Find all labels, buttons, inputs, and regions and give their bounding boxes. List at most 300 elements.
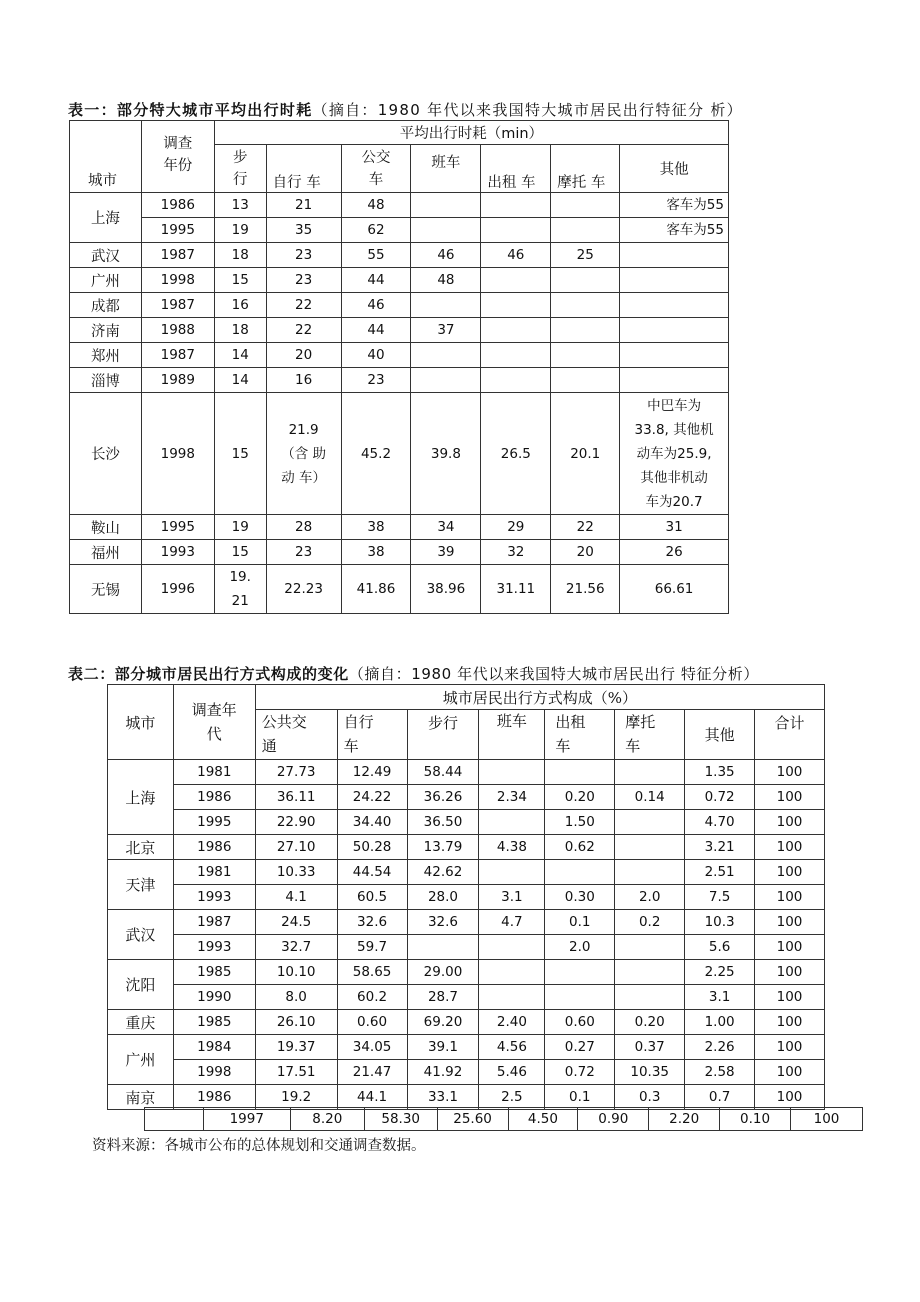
table1-header-taxi: 出租 车 (481, 145, 551, 193)
table1-cell-bus: 23 (341, 368, 411, 393)
table2-cell-bus: 27.73 (255, 760, 337, 785)
table2-cell-walk: 29.00 (407, 960, 479, 985)
table1-cell-bike: 23 (266, 243, 341, 268)
table1-cell-moto: 20 (551, 540, 620, 565)
table-row (108, 985, 825, 1010)
table-row (70, 540, 729, 565)
table1-cell-shuttle (411, 193, 481, 218)
table1-cell-other: 中巴车为 33.8, 其他机 动车为25.9, 其他非机动 车为20.7 (620, 393, 729, 515)
table2-cell-walk: 33.1 (407, 1085, 479, 1110)
table1-cell-moto: 21.56 (551, 565, 620, 614)
table2-cell-total: 100 (755, 760, 825, 785)
table1-header-bus: 公交 车 (341, 145, 411, 193)
table2-cell-bus: 4.1 (255, 885, 337, 910)
table2-cell-taxi: 0.1 (545, 1085, 615, 1110)
table-row (70, 318, 729, 343)
table1-city-cell: 长沙 (70, 393, 142, 515)
table1-cell-shuttle: 34 (411, 515, 481, 540)
table2-city-cell: 广州 (108, 1035, 174, 1085)
table2-city-cell: 天津 (108, 860, 174, 910)
table2-cell-total: 100 (755, 1035, 825, 1060)
table2-cell-shuttle: 3.1 (479, 885, 545, 910)
table2-cell-year: 1985 (173, 960, 255, 985)
table2-cell-shuttle: 5.46 (479, 1060, 545, 1085)
table1-cell-bike: 16 (266, 368, 341, 393)
extra-row-cell: 58.30 (364, 1108, 437, 1131)
table2-cell-total: 100 (755, 835, 825, 860)
table2-cell-taxi: 0.60 (545, 1010, 615, 1035)
table1-cell-taxi: 31.11 (481, 565, 551, 614)
table1-cell-moto (551, 218, 620, 243)
table1-header-other: 其他 (620, 145, 729, 193)
table1-cell-bike: 23 (266, 268, 341, 293)
table1-cell-bike: 35 (266, 218, 341, 243)
table2-cell-other: 4.70 (685, 810, 755, 835)
table2-cell-shuttle: 4.7 (479, 910, 545, 935)
table2-cell-walk: 42.62 (407, 860, 479, 885)
table1-cell-moto (551, 293, 620, 318)
table2-cell-walk: 13.79 (407, 835, 479, 860)
table1-cell-moto (551, 368, 620, 393)
table2-cell-moto (615, 960, 685, 985)
table2-cell-moto: 0.2 (615, 910, 685, 935)
table2-cell-taxi (545, 860, 615, 885)
table2-cell-other: 0.72 (685, 785, 755, 810)
table2-cell-bike: 21.47 (337, 1060, 407, 1085)
table2-extra-row (144, 1107, 863, 1131)
table1-cell-year: 1995 (141, 515, 214, 540)
table1-cell-walk: 15 (214, 540, 266, 565)
table1-cell-year: 1989 (141, 368, 214, 393)
table2-cell-year: 1993 (173, 935, 255, 960)
table2-cell-year: 1986 (173, 785, 255, 810)
table1-city-cell: 淄博 (70, 368, 142, 393)
table1-city-cell: 成都 (70, 293, 142, 318)
table2-cell-other: 10.3 (685, 910, 755, 935)
table1-cell-bus: 38 (341, 540, 411, 565)
table1-cell-walk: 19 (214, 515, 266, 540)
table2-cell-bike: 12.49 (337, 760, 407, 785)
table2-header-year: 调查年 代 (173, 685, 255, 760)
table1-cell-shuttle (411, 368, 481, 393)
table2-city-cell: 上海 (108, 760, 174, 835)
table1-city-cell: 郑州 (70, 343, 142, 368)
table2-cell-moto: 2.0 (615, 885, 685, 910)
table1-cell-bike: 22 (266, 318, 341, 343)
table1-cell-bus: 62 (341, 218, 411, 243)
extra-row-cell: 1997 (203, 1108, 290, 1131)
table2-cell-taxi (545, 760, 615, 785)
table2-cell-moto (615, 985, 685, 1010)
table1-cell-year: 1995 (141, 218, 214, 243)
table1-cell-bus: 46 (341, 293, 411, 318)
table-row (70, 193, 729, 218)
table2-cell-year: 1986 (173, 1085, 255, 1110)
table1-header-city: 城市 (70, 121, 142, 193)
table1-city-cell: 上海 (70, 193, 142, 243)
table1-cell-other: 31 (620, 515, 729, 540)
table2-city-cell: 南京 (108, 1085, 174, 1110)
table-row (70, 218, 729, 243)
table1-cell-taxi: 32 (481, 540, 551, 565)
table2-cell-taxi: 2.0 (545, 935, 615, 960)
table1-cell-walk: 14 (214, 343, 266, 368)
table2-cell-bike: 34.40 (337, 810, 407, 835)
table-row (108, 860, 825, 885)
table2-cell-bike: 58.65 (337, 960, 407, 985)
table1-cell-other (620, 268, 729, 293)
table1-cell-walk: 19 (214, 218, 266, 243)
table2-header-total: 合计 (755, 710, 825, 760)
table1-cell-year: 1987 (141, 293, 214, 318)
table1-cell-shuttle: 37 (411, 318, 481, 343)
table1-cell-walk: 18 (214, 318, 266, 343)
table1-cell-walk: 14 (214, 368, 266, 393)
table2-header-bike: 自行 车 (337, 710, 407, 760)
table1-cell-taxi (481, 368, 551, 393)
table1-cell-bus: 38 (341, 515, 411, 540)
table1-cell-shuttle: 48 (411, 268, 481, 293)
extra-row-cell: 4.50 (508, 1108, 578, 1131)
table2-cell-taxi: 0.1 (545, 910, 615, 935)
table1-cell-moto: 22 (551, 515, 620, 540)
table2-cell-bus: 22.90 (255, 810, 337, 835)
table1-cell-shuttle: 46 (411, 243, 481, 268)
table2-cell-other: 2.58 (685, 1060, 755, 1085)
table2-cell-bike: 34.05 (337, 1035, 407, 1060)
table2-cell-moto: 0.37 (615, 1035, 685, 1060)
table2-cell-total: 100 (755, 1010, 825, 1035)
table2-cell-moto: 0.14 (615, 785, 685, 810)
table2-cell-walk: 69.20 (407, 1010, 479, 1035)
table1-cell-taxi: 46 (481, 243, 551, 268)
table2-cell-total: 100 (755, 785, 825, 810)
table2-cell-shuttle (479, 985, 545, 1010)
table1-cell-bike: 23 (266, 540, 341, 565)
table2-caption (68, 663, 759, 684)
table1-cell-taxi (481, 218, 551, 243)
table1-cell-year: 1988 (141, 318, 214, 343)
table2-cell-year: 1990 (173, 985, 255, 1010)
table2-city-cell: 重庆 (108, 1010, 174, 1035)
table2-cell-other: 0.7 (685, 1085, 755, 1110)
table-row (108, 1010, 825, 1035)
table2-cell-walk (407, 935, 479, 960)
table2-cell-walk: 41.92 (407, 1060, 479, 1085)
table2-header-city: 城市 (108, 685, 174, 760)
table1-header-walk: 步 行 (214, 145, 266, 193)
table2-cell-shuttle: 2.5 (479, 1085, 545, 1110)
extra-row-cell: 0.90 (578, 1108, 649, 1131)
table2-cell-bus: 27.10 (255, 835, 337, 860)
table1-cell-year: 1986 (141, 193, 214, 218)
table2-cell-bike: 60.5 (337, 885, 407, 910)
table2-cell-other: 1.00 (685, 1010, 755, 1035)
table1-cell-year: 1998 (141, 393, 214, 515)
table1-cell-year: 1996 (141, 565, 214, 614)
table2-cell-bike: 59.7 (337, 935, 407, 960)
table2-cell-other: 2.51 (685, 860, 755, 885)
table2-mode-share (107, 684, 825, 1110)
table2-cell-other: 3.1 (685, 985, 755, 1010)
table-row (108, 1060, 825, 1085)
table1-cell-bus: 41.86 (341, 565, 411, 614)
table1-cell-walk: 13 (214, 193, 266, 218)
table1-cell-bus: 45.2 (341, 393, 411, 515)
table1-cell-bike: 22 (266, 293, 341, 318)
table2-cell-taxi: 0.27 (545, 1035, 615, 1060)
table2-cell-taxi: 0.62 (545, 835, 615, 860)
table2-cell-walk: 36.50 (407, 810, 479, 835)
table2-header-shuttle: 班车 (479, 710, 545, 760)
table-row (108, 885, 825, 910)
table1-cell-taxi (481, 193, 551, 218)
table2-cell-total: 100 (755, 985, 825, 1010)
table2-city-cell: 北京 (108, 835, 174, 860)
table-row (70, 565, 729, 614)
table1-cell-shuttle (411, 293, 481, 318)
table2-cell-other: 2.25 (685, 960, 755, 985)
table1-cell-other (620, 368, 729, 393)
table2-cell-shuttle: 4.56 (479, 1035, 545, 1060)
table1-city-cell: 无锡 (70, 565, 142, 614)
table2-cell-total: 100 (755, 1085, 825, 1110)
table1-cell-other: 客车为55 (620, 218, 729, 243)
table2-cell-moto (615, 760, 685, 785)
table-row (108, 810, 825, 835)
table1-cell-moto (551, 343, 620, 368)
table2-header-walk: 步行 (407, 710, 479, 760)
table-row (70, 243, 729, 268)
table1-cell-taxi: 29 (481, 515, 551, 540)
table1-cell-taxi (481, 318, 551, 343)
table2-city-cell: 沈阳 (108, 960, 174, 1010)
table1-cell-taxi (481, 343, 551, 368)
table2-cell-bus: 10.33 (255, 860, 337, 885)
table2-cell-walk: 32.6 (407, 910, 479, 935)
table2-cell-year: 1986 (173, 835, 255, 860)
table-row (70, 293, 729, 318)
table2-cell-shuttle (479, 935, 545, 960)
table-row (108, 1085, 825, 1110)
table2-cell-moto: 0.20 (615, 1010, 685, 1035)
table2-cell-taxi: 0.20 (545, 785, 615, 810)
table1-cell-walk: 18 (214, 243, 266, 268)
table1-cell-other (620, 343, 729, 368)
table2-cell-bus: 24.5 (255, 910, 337, 935)
table1-cell-walk: 15 (214, 393, 266, 515)
extra-row-cell: 100 (791, 1108, 863, 1131)
table1-cell-shuttle (411, 218, 481, 243)
table2-cell-year: 1993 (173, 885, 255, 910)
table2-cell-moto: 0.3 (615, 1085, 685, 1110)
table2-cell-shuttle: 4.38 (479, 835, 545, 860)
table2-cell-shuttle (479, 860, 545, 885)
table2-cell-taxi: 0.30 (545, 885, 615, 910)
table1-cell-bus: 44 (341, 318, 411, 343)
table1-cell-taxi (481, 293, 551, 318)
table2-cell-bus: 10.10 (255, 960, 337, 985)
table2-cell-bus: 19.37 (255, 1035, 337, 1060)
table2-cell-shuttle (479, 760, 545, 785)
table2-header-bus: 公共交 通 (255, 710, 337, 760)
table1-cell-moto (551, 193, 620, 218)
table2-cell-year: 1995 (173, 810, 255, 835)
source-note: 资料来源：各城市公布的总体规划和交通调查数据。 (92, 1138, 426, 1154)
table2-city-cell: 武汉 (108, 910, 174, 960)
table1-cell-shuttle: 39.8 (411, 393, 481, 515)
table1-cell-moto: 25 (551, 243, 620, 268)
table2-cell-year: 1985 (173, 1010, 255, 1035)
table-row (108, 960, 825, 985)
extra-row-cell: 0.10 (720, 1108, 791, 1131)
table1-caption-source: （摘自：1980 年代以来我国特大城市居民出行特征分 析） (312, 101, 743, 119)
table1-cell-other: 66.61 (620, 565, 729, 614)
table2-cell-bike: 44.54 (337, 860, 407, 885)
table1-cell-shuttle: 39 (411, 540, 481, 565)
table2-cell-walk: 28.0 (407, 885, 479, 910)
table2-cell-other: 7.5 (685, 885, 755, 910)
table2-cell-bike: 32.6 (337, 910, 407, 935)
table2-cell-bus: 17.51 (255, 1060, 337, 1085)
table2-cell-bus: 26.10 (255, 1010, 337, 1035)
table1-cell-other: 客车为55 (620, 193, 729, 218)
table1-city-cell: 福州 (70, 540, 142, 565)
table2-cell-other: 3.21 (685, 835, 755, 860)
extra-row-cell: 8.20 (290, 1108, 364, 1131)
table2-cell-total: 100 (755, 935, 825, 960)
table1-header-moto: 摩托 车 (551, 145, 620, 193)
table-row (108, 835, 825, 860)
table2-cell-taxi (545, 960, 615, 985)
table1-cell-other (620, 318, 729, 343)
table2-cell-shuttle (479, 960, 545, 985)
table2-cell-year: 1981 (173, 860, 255, 885)
table2-cell-other: 2.26 (685, 1035, 755, 1060)
table2-cell-total: 100 (755, 885, 825, 910)
table-row (108, 1035, 825, 1060)
table2-cell-total: 100 (755, 860, 825, 885)
table1-caption (68, 99, 743, 120)
table1-cell-bike: 21 (266, 193, 341, 218)
table-row (108, 760, 825, 785)
table-row (108, 935, 825, 960)
table2-cell-walk: 58.44 (407, 760, 479, 785)
extra-row-cell: 2.20 (649, 1108, 720, 1131)
table2-cell-bike: 50.28 (337, 835, 407, 860)
table1-cell-moto (551, 268, 620, 293)
table2-cell-year: 1984 (173, 1035, 255, 1060)
table2-cell-walk: 36.26 (407, 785, 479, 810)
table-row (70, 368, 729, 393)
table2-cell-total: 100 (755, 810, 825, 835)
table2-cell-taxi: 1.50 (545, 810, 615, 835)
table-row (108, 910, 825, 935)
table2-cell-year: 1981 (173, 760, 255, 785)
table2-cell-bike: 44.1 (337, 1085, 407, 1110)
table-row (70, 393, 729, 515)
table1-city-cell: 武汉 (70, 243, 142, 268)
table2-cell-moto: 10.35 (615, 1060, 685, 1085)
table1-cell-year: 1987 (141, 343, 214, 368)
table2-cell-bike: 0.60 (337, 1010, 407, 1035)
table2-header-taxi: 出租 车 (545, 710, 615, 760)
table-row (70, 343, 729, 368)
table1-cell-taxi (481, 268, 551, 293)
table1-cell-bus: 44 (341, 268, 411, 293)
table2-cell-bus: 36.11 (255, 785, 337, 810)
table2-cell-taxi: 0.72 (545, 1060, 615, 1085)
extra-row-cell (145, 1108, 204, 1131)
table1-cell-year: 1998 (141, 268, 214, 293)
table1-cell-bus: 40 (341, 343, 411, 368)
table1-cell-other: 26 (620, 540, 729, 565)
table1-cell-other (620, 243, 729, 268)
table1-cell-walk: 19. 21 (214, 565, 266, 614)
table1-cell-bike: 20 (266, 343, 341, 368)
table2-cell-year: 1987 (173, 910, 255, 935)
table2-caption-title: 表二：部分城市居民出行方式构成的变化 (68, 665, 349, 683)
table2-header-group: 城市居民出行方式构成（%） (255, 685, 824, 710)
table2-cell-total: 100 (755, 910, 825, 935)
table1-cell-year: 1987 (141, 243, 214, 268)
table1-cell-bus: 48 (341, 193, 411, 218)
table2-cell-moto (615, 935, 685, 960)
extra-row-cell: 25.60 (437, 1108, 508, 1131)
table1-travel-time (69, 120, 729, 614)
table1-cell-bike: 28 (266, 515, 341, 540)
table1-cell-bus: 55 (341, 243, 411, 268)
table1-caption-title: 表一：部分特大城市平均出行时耗 (68, 101, 313, 119)
table1-city-cell: 济南 (70, 318, 142, 343)
table2-cell-bus: 32.7 (255, 935, 337, 960)
table1-cell-other (620, 293, 729, 318)
table2-cell-bike: 60.2 (337, 985, 407, 1010)
table2-cell-moto (615, 810, 685, 835)
table1-header-shuttle: 班车 (411, 145, 481, 193)
table1-cell-bike: 22.23 (266, 565, 341, 614)
table2-cell-shuttle (479, 810, 545, 835)
table2-cell-taxi (545, 985, 615, 1010)
table-row (108, 785, 825, 810)
table1-cell-walk: 16 (214, 293, 266, 318)
table1-cell-moto (551, 318, 620, 343)
table-row (70, 268, 729, 293)
table1-header-bike: 自行 车 (266, 145, 341, 193)
table2-cell-bus: 19.2 (255, 1085, 337, 1110)
table1-cell-moto: 20.1 (551, 393, 620, 515)
table1-header-year: 调查 年份 (141, 121, 214, 193)
table2-cell-year: 1998 (173, 1060, 255, 1085)
table-row (70, 515, 729, 540)
table2-cell-moto (615, 860, 685, 885)
table2-cell-other: 1.35 (685, 760, 755, 785)
table2-cell-moto (615, 835, 685, 860)
table1-cell-bike: 21.9 （含 助 动 车） (266, 393, 341, 515)
table1-city-cell: 广州 (70, 268, 142, 293)
table2-cell-total: 100 (755, 1060, 825, 1085)
table2-header-moto: 摩托 车 (615, 710, 685, 760)
table2-cell-shuttle: 2.40 (479, 1010, 545, 1035)
table2-cell-shuttle: 2.34 (479, 785, 545, 810)
table2-cell-total: 100 (755, 960, 825, 985)
table1-cell-taxi: 26.5 (481, 393, 551, 515)
table1-cell-year: 1993 (141, 540, 214, 565)
table2-cell-other: 5.6 (685, 935, 755, 960)
table2-cell-walk: 28.7 (407, 985, 479, 1010)
table1-header-group: 平均出行时耗（min） (214, 121, 728, 145)
table1-cell-walk: 15 (214, 268, 266, 293)
